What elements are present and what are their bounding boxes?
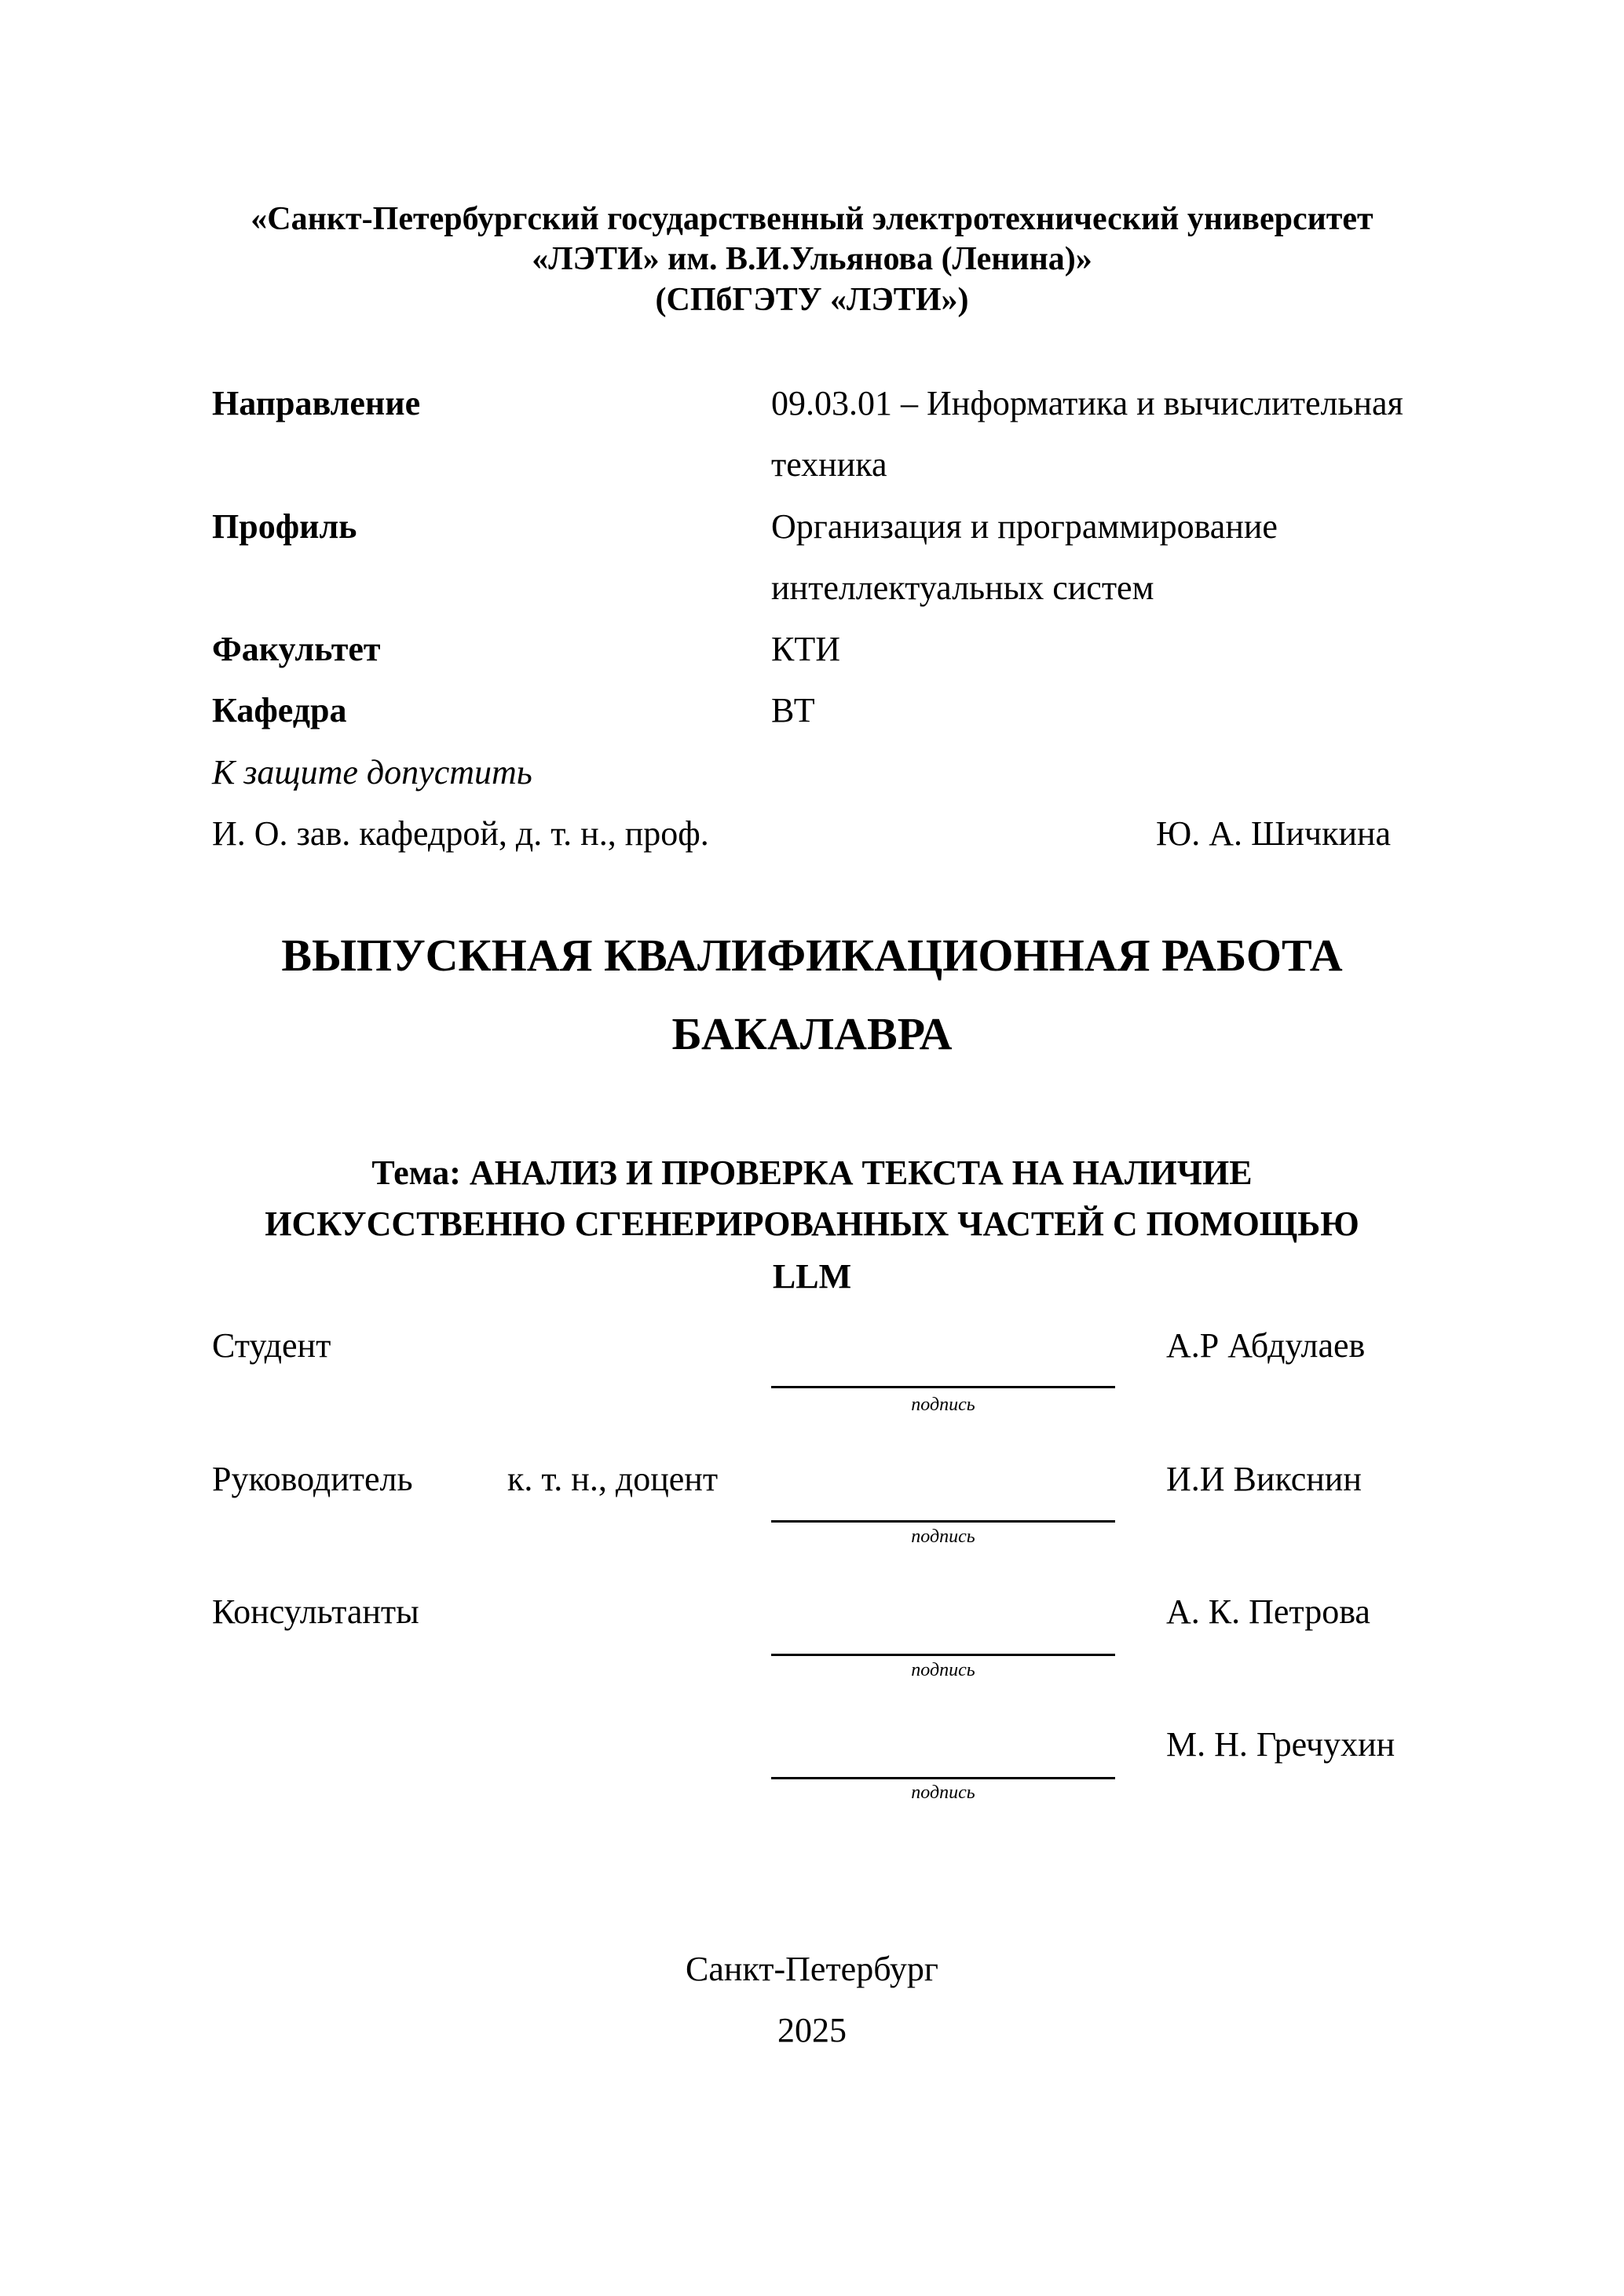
topic-line2: ИСКУССТВЕННО СГЕНЕРИРОВАННЫХ ЧАСТЕЙ С ПОМОЩЬЮ bbox=[265, 1205, 1359, 1243]
admit-to-defense: К защите допустить bbox=[212, 753, 532, 792]
supervisor-degree: к. т. н., доцент bbox=[507, 1460, 719, 1498]
university-name-line1: «Санкт-Петербургский государственный электротехнический университет bbox=[251, 201, 1373, 237]
supervisor-signature-line bbox=[771, 1520, 1115, 1523]
head-name: Ю. А. Шичкина bbox=[1156, 814, 1392, 853]
department-label: Кафедра bbox=[212, 691, 347, 729]
student-label: Студент bbox=[212, 1326, 331, 1365]
profile-value: Организация и программирование bbox=[771, 507, 1278, 546]
faculty-value: КТИ bbox=[771, 630, 840, 668]
signature-caption: подпись bbox=[911, 1660, 975, 1680]
student-name: А.Р Абдулаев bbox=[1166, 1326, 1366, 1365]
document-title-line2: БАКАЛАВРА bbox=[671, 1008, 953, 1059]
consultant1-signature-line bbox=[771, 1654, 1115, 1656]
signature-caption: подпись bbox=[911, 1526, 975, 1547]
supervisor-name: И.И Викснин bbox=[1166, 1460, 1362, 1498]
topic-line3: LLM bbox=[772, 1257, 852, 1296]
student-signature-line bbox=[771, 1386, 1115, 1388]
consultant2-name: М. Н. Гречухин bbox=[1166, 1725, 1395, 1764]
direction-label: Направление bbox=[212, 384, 421, 422]
supervisor-label: Руководитель bbox=[212, 1460, 413, 1498]
university-abbrev: (СПбГЭТУ «ЛЭТИ») bbox=[655, 282, 969, 318]
profile-value-cont: интеллектуальных систем bbox=[771, 569, 1154, 607]
faculty-label: Факультет bbox=[212, 630, 381, 668]
signature-caption: подпись bbox=[911, 1395, 975, 1415]
topic-line1: Тема: АНАЛИЗ И ПРОВЕРКА ТЕКСТА НА НАЛИЧИЕ bbox=[371, 1153, 1253, 1192]
department-value: ВТ bbox=[771, 691, 815, 729]
direction-value-cont: техника bbox=[771, 445, 887, 484]
city: Санкт-Петербург bbox=[686, 1950, 938, 1988]
year: 2025 bbox=[777, 2011, 847, 2049]
consultant1-name: А. К. Петрова bbox=[1166, 1592, 1370, 1631]
direction-value: 09.03.01 – Информатика и вычислительная bbox=[771, 384, 1403, 422]
profile-label: Профиль bbox=[212, 507, 357, 546]
consultants-label: Консультанты bbox=[212, 1592, 419, 1631]
document-title-line1: ВЫПУСКНАЯ КВАЛИФИКАЦИОННАЯ РАБОТА bbox=[281, 930, 1343, 981]
head-position: И. О. зав. кафедрой, д. т. н., проф. bbox=[212, 814, 709, 853]
signature-caption: подпись bbox=[911, 1782, 975, 1803]
consultant2-signature-line bbox=[771, 1777, 1115, 1779]
university-name-line2: «ЛЭТИ» им. В.И.Ульянова (Ленина)» bbox=[532, 241, 1092, 277]
